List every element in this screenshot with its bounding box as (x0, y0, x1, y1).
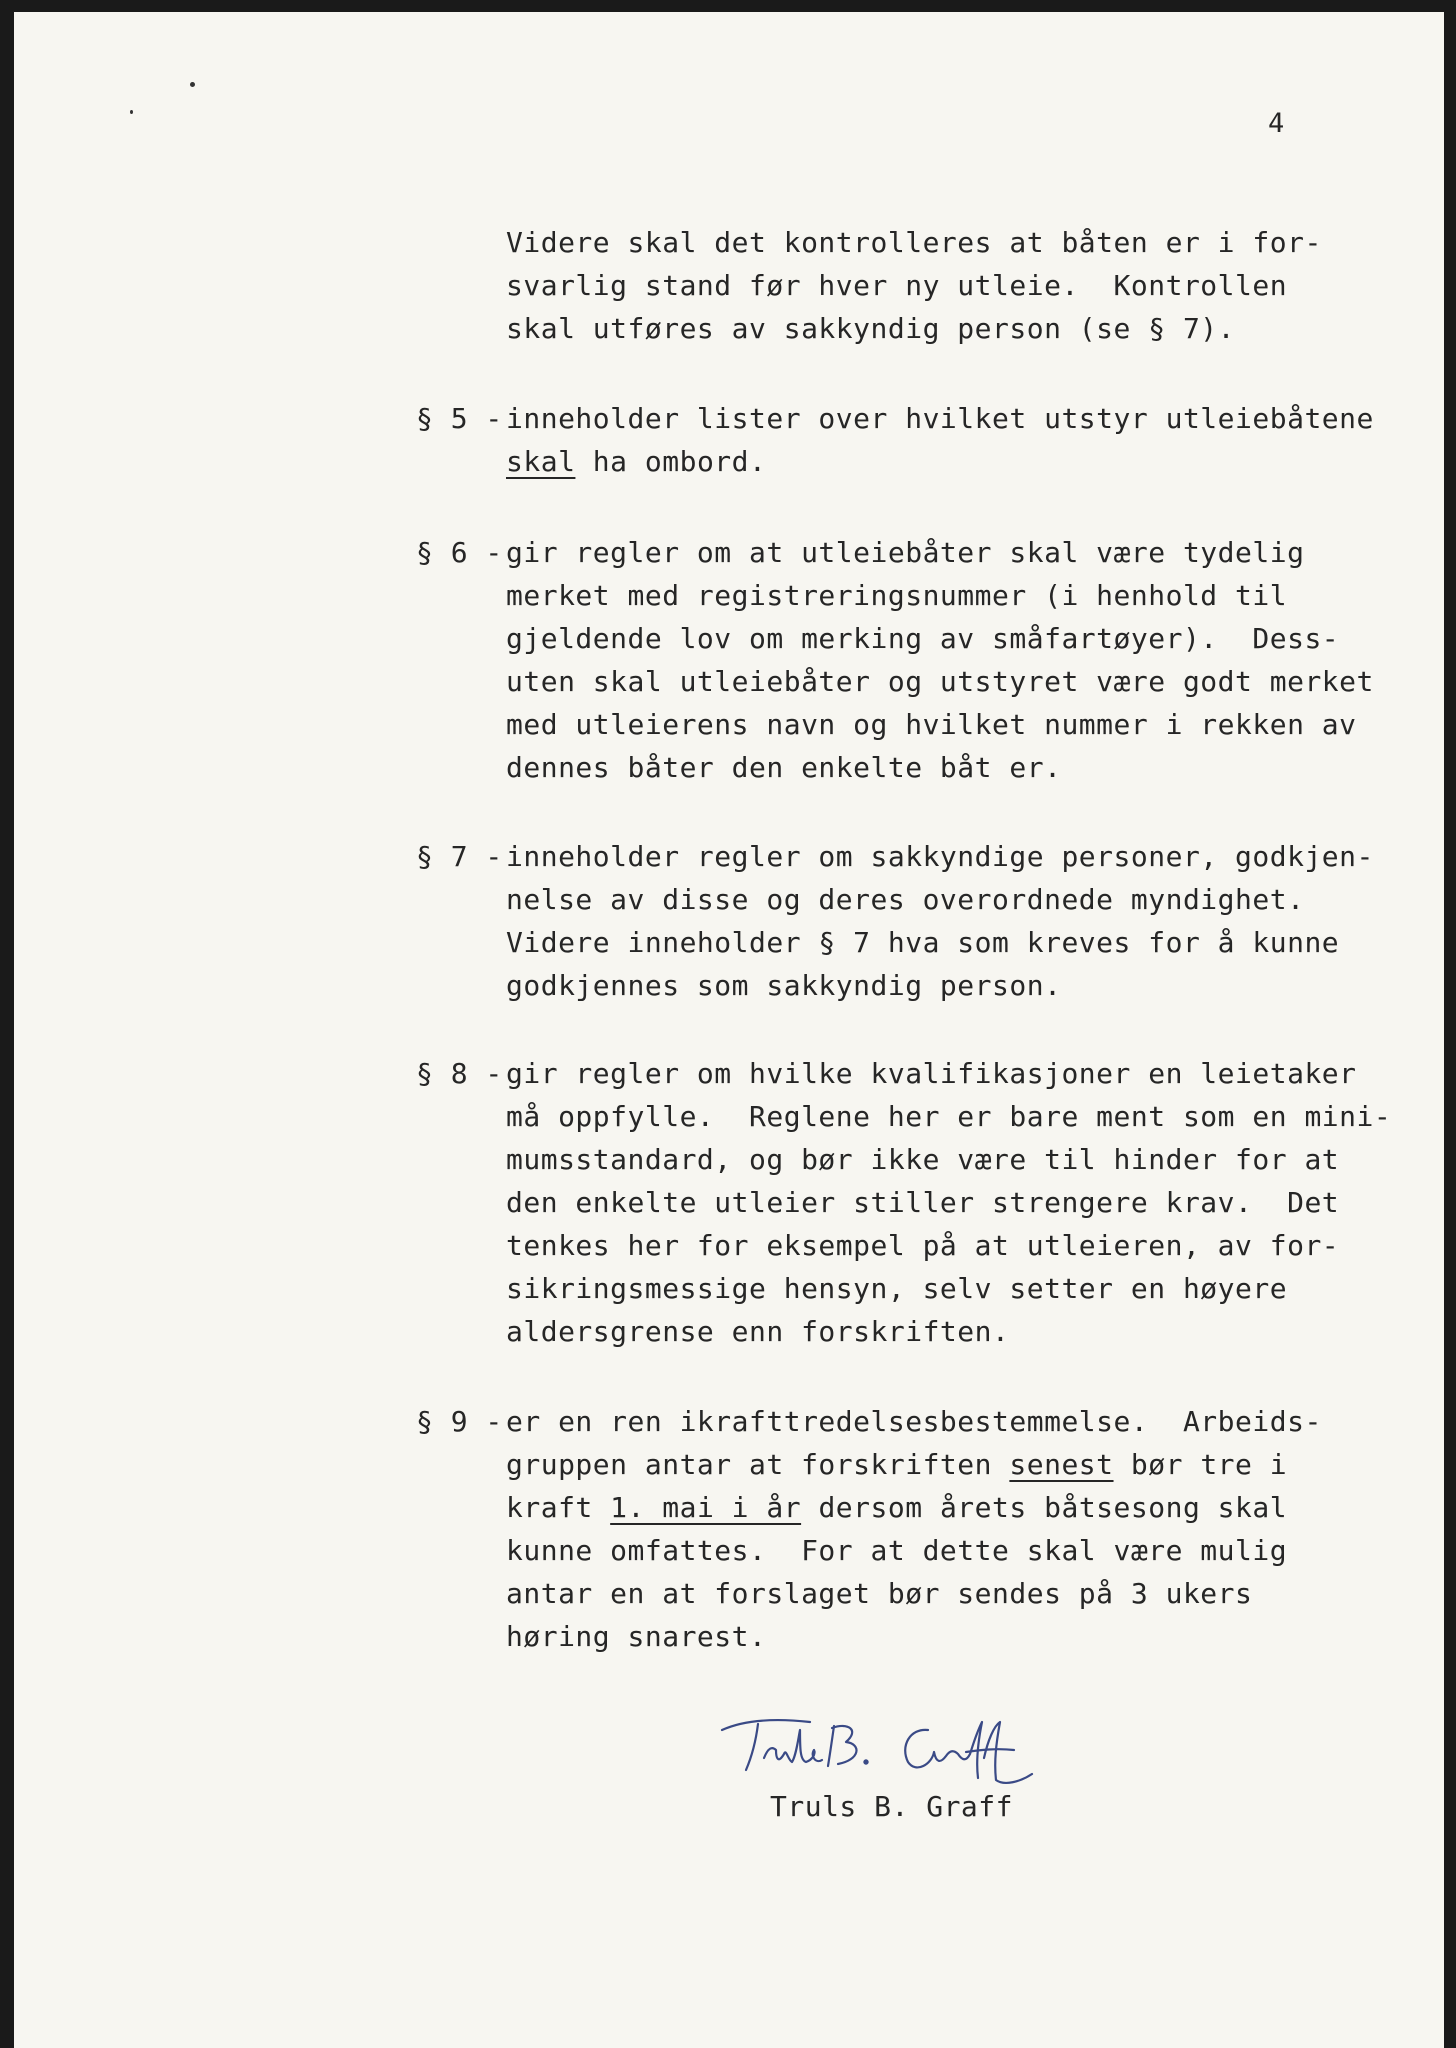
section-8-line: mumsstandard, og bør ikke være til hinder for at (506, 1143, 1340, 1176)
section-6-line: dennes båter den enkelte båt er. (506, 751, 1062, 784)
text-run: gruppen antar at forskriften (506, 1448, 1010, 1481)
section-8-line: sikringsmessige hensyn, selv setter en høyere (506, 1272, 1288, 1305)
intro-line: skal utføres av sakkyndig person (se § 7). (506, 312, 1236, 345)
section-7-mark: § 7 - (416, 840, 503, 873)
section-9-line (506, 1444, 1287, 1486)
page-number: 4 (1268, 108, 1285, 139)
section-6-line: gir regler om at utleiebåter skal være tydelig (506, 536, 1305, 569)
section-7-line: inneholder regler om sakkyndige personer, godkjen- (506, 840, 1374, 873)
document-page (14, 12, 1444, 2048)
section-9-line: antar en at forslaget bør sendes på 3 ukers (506, 1577, 1253, 1610)
text-run: bør tre i (1113, 1448, 1288, 1481)
section-8-line: gir regler om hvilke kvalifikasjoner en leietaker (506, 1057, 1357, 1090)
scan-speck (190, 82, 195, 87)
section-7-line: Videre inneholder § 7 hva som kreves for å kunne (506, 926, 1340, 959)
section-7-line: nelse av disse og deres overordnede myndighet. (506, 883, 1305, 916)
section-9-line: kunne omfattes. For at dette skal være mulig (506, 1534, 1288, 1567)
section-9-line: er en ren ikrafttredelsesbestemmelse. Arbeids- (506, 1405, 1322, 1438)
section-5-mark: § 5 - (416, 402, 503, 435)
section-9-line: høring snarest. (506, 1620, 767, 1653)
section-6-line: med utleierens navn og hvilket nummer i rekken av (506, 708, 1357, 741)
section-8-mark: § 8 - (416, 1057, 503, 1090)
text-run: ha ombord. (575, 445, 767, 478)
section-8-line: aldersgrense enn forskriften. (506, 1315, 1010, 1348)
text-run: kraft (506, 1491, 611, 1524)
section-7-line: godkjennes som sakkyndig person. (506, 969, 1062, 1002)
section-9-mark: § 9 - (416, 1405, 503, 1438)
underlined-date: 1. mai i år (610, 1491, 802, 1524)
handwritten-signature (714, 1700, 1054, 1796)
section-9-line (506, 1487, 1287, 1529)
signer-name: Truls B. Graff (770, 1790, 1014, 1823)
text-run: dersom årets båtsesong skal (801, 1491, 1288, 1524)
section-8-line: den enkelte utleier stiller strengere krav. Det (506, 1186, 1340, 1219)
section-6-mark: § 6 - (416, 536, 503, 569)
underlined-word: senest (1009, 1448, 1114, 1481)
scan-speck (130, 110, 133, 114)
intro-line: svarlig stand før hver ny utleie. Kontrollen (506, 269, 1288, 302)
underlined-word: skal (506, 445, 576, 478)
intro-line: Videre skal det kontrolleres at båten er i for- (506, 226, 1322, 259)
section-6-line: gjeldende lov om merking av småfartøyer). Dess- (506, 622, 1340, 655)
section-8-line: må oppfylle. Reglene her er bare ment som en mini- (506, 1100, 1392, 1133)
section-6-line: uten skal utleiebåter og utstyret være godt merket (506, 665, 1374, 698)
section-6-line: merket med registreringsnummer (i henhold til (506, 579, 1288, 612)
section-5-line: inneholder lister over hvilket utstyr utleiebåtene (506, 402, 1374, 435)
section-5-line (506, 441, 766, 483)
section-8-line: tenkes her for eksempel på at utleieren, av for- (506, 1229, 1340, 1262)
